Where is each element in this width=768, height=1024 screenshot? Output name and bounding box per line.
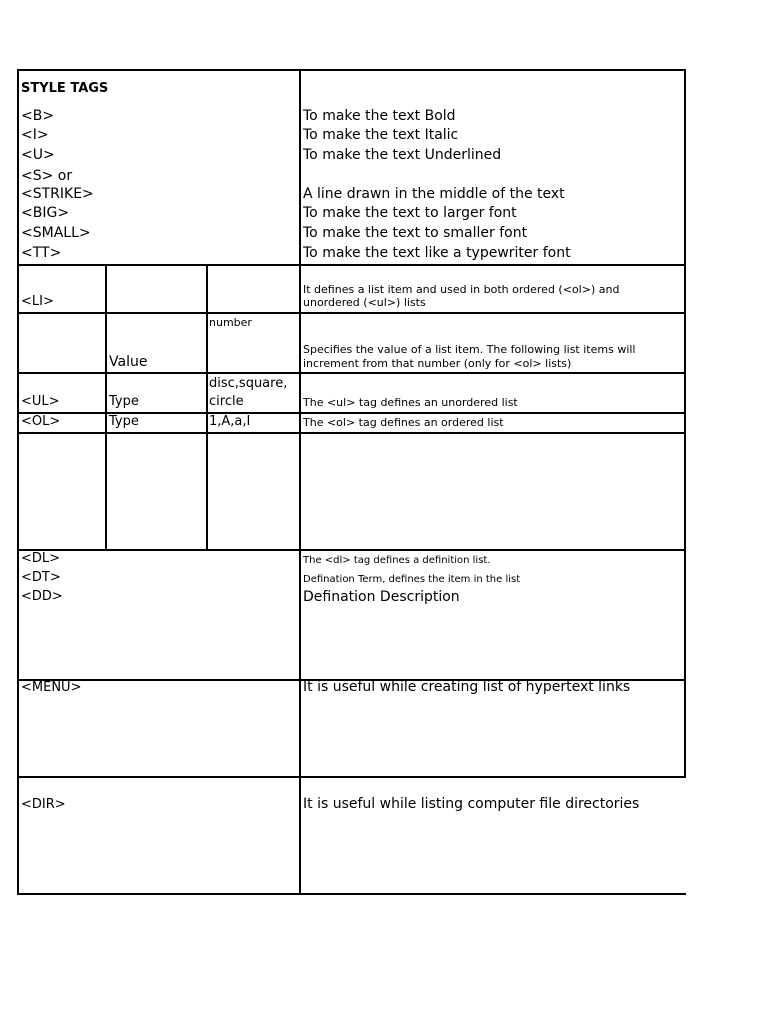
value-ul-line1: disc,square, [209,376,288,391]
row-divider-li-end [18,312,686,314]
desc-u: To make the text Underlined [303,147,502,163]
table-right-border [684,69,686,778]
table-top-border [18,69,686,71]
attr-value: Value [109,354,148,370]
desc-dir: It is useful while listing computer file directories [303,796,640,812]
column-divider-description [299,69,301,895]
desc-value-line1: Specifies the value of a list item. The following list items will [303,343,636,356]
desc-li-line2: unordered (<ul>) lists [303,296,426,309]
value-number: number [209,316,252,329]
tag-li: <LI> [21,294,54,309]
desc-tt: To make the text like a typewriter font [303,245,571,261]
row-divider-value-end [18,372,686,374]
desc-ul: The <ul> tag defines an unordered list [303,396,518,409]
row-divider-blank-end [18,549,686,551]
attr-ol-type: Type [109,414,139,429]
tag-ul: <UL> [21,394,60,409]
tag-big: <BIG> [21,205,70,221]
row-divider-ol-end [18,432,686,434]
column-divider-value [206,264,208,551]
desc-b: To make the text Bold [303,108,456,124]
tag-dir: <DIR> [21,797,66,812]
table-bottom-border [18,893,686,895]
style-tags-heading: STYLE TAGS [21,81,109,96]
desc-menu: It is useful while creating list of hypertext links [303,679,631,695]
tag-small: <SMALL> [21,225,91,241]
tag-dl: <DL> [21,551,61,566]
tag-menu: <MENU> [21,680,82,695]
tag-i: <I> [21,127,49,143]
tag-ol: <OL> [21,414,61,429]
column-divider-attribute [105,264,107,551]
tag-tt: <TT> [21,245,62,261]
desc-ol: The <ol> tag defines an ordered list [303,416,504,429]
row-divider-style-end [18,264,686,266]
tag-strike: <STRIKE> [21,186,94,202]
desc-value-line2: increment from that number (only for <ol> lists) [303,357,572,370]
tag-b: <B> [21,108,55,124]
table-left-border [17,69,19,895]
desc-big: To make the text to larger font [303,205,517,221]
row-divider-menu-end [18,776,686,778]
desc-li-line1: It defines a list item and used in both ordered (<ol>) and [303,283,620,296]
desc-i: To make the text Italic [303,127,459,143]
desc-dt: Defination Term, defines the item in the list [303,574,521,585]
attr-ul-type: Type [109,394,139,409]
tag-s: <S> or [21,168,73,184]
tag-u: <U> [21,147,55,163]
tag-dd: <DD> [21,589,63,604]
value-ul-line2: circle [209,394,244,409]
value-ol: 1,A,a,I [209,414,251,429]
desc-dd: Defination Description [303,589,460,605]
desc-small: To make the text to smaller font [303,225,528,241]
desc-dl: The <dl> tag defines a definition list. [303,555,491,566]
tag-dt: <DT> [21,570,61,585]
desc-strike: A line drawn in the middle of the text [303,186,565,202]
